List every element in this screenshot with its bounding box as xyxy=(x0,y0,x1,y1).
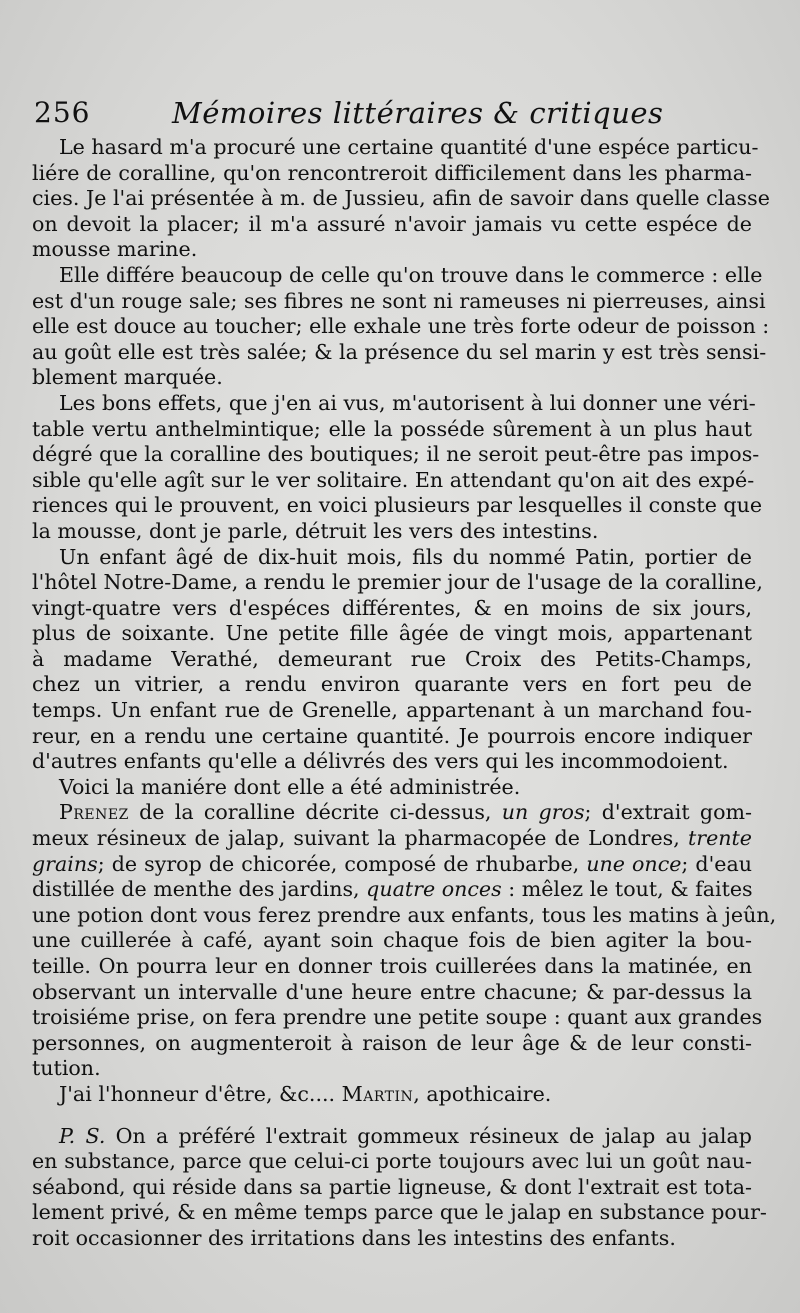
recipe-line: meux résineux de jalap, suivant la pharmacopée de Londres, trente xyxy=(32,826,752,851)
text-line: table vertu anthelmintique; elle la posséde sûrement à un plus haut xyxy=(32,416,752,441)
text-line: chez un vitrier, a rendu environ quarante vers en fort peu de xyxy=(32,672,752,697)
postscript-line: en substance, parce que celui-ci porte toujours avec lui un goût nau- xyxy=(32,1149,752,1174)
author-name: Martin xyxy=(341,1081,414,1106)
postscript-line: P. S. On a préféré l'extrait gommeux résineux de jalap au jalap xyxy=(59,1123,752,1148)
text-line: Le hasard m'a procuré une certaine quantité d'une espéce particu- xyxy=(59,135,759,159)
recipe-keyword: Prenez xyxy=(59,800,129,825)
page-header xyxy=(34,96,764,136)
recipe-line: grains; de syrop de chicorée, composé de rhubarbe, une once; d'eau xyxy=(32,851,752,876)
postscript-line: lement privé, & en même temps parce que le jalap en substance pour- xyxy=(32,1200,767,1225)
text-line: d'autres enfants qu'elle a délivrés des vers qui les incommodoient. xyxy=(32,749,729,774)
text-line: liére de coralline, qu'on rencontreroit difficilement dans les pharma- xyxy=(32,160,752,185)
text-line: une cuillerée à café, ayant soin chaque fois de bien agiter la bou- xyxy=(32,928,752,953)
text-line: la mousse, dont je parle, détruit les vers des intestins. xyxy=(32,518,599,543)
text-line: on devoit la placer; il m'a assuré n'avoir jamais vu cette espéce de xyxy=(32,211,752,236)
text-line: l'hôtel Notre-Dame, a rendu le premier jour de l'usage de la coralline, xyxy=(32,570,763,595)
text-line: personnes, on augmenteroit à raison de leur âge & de leur consti- xyxy=(32,1030,752,1055)
text-line: blement marquée. xyxy=(32,365,223,390)
text-line: reur, en a rendu une certaine quantité. Je pourrois encore indiquer xyxy=(32,723,752,748)
text-line: sible qu'elle agît sur le ver solitaire. En attendant qu'on ait des expé- xyxy=(32,467,755,492)
text-line: Les bons effets, que j'en ai vus, m'autorisent à lui donner une véri- xyxy=(59,390,756,415)
text-line: elle est douce au toucher; elle exhale une très forte odeur de poisson : xyxy=(32,314,770,339)
text-line: Voici la maniére dont elle a été administrée. xyxy=(59,774,521,799)
signature-line: J'ai l'honneur d'être, &c.... Martin, apothicaire. xyxy=(59,1081,552,1106)
recipe-line: distillée de menthe des jardins, quatre onces : mêlez le tout, & faites xyxy=(32,877,753,902)
text-line: riences qui le prouvent, en voici plusieurs par lesquelles il conste que xyxy=(32,493,763,518)
running-title: Mémoires littéraires & critiques xyxy=(172,96,664,130)
text-line: plus de soixante. Une petite fille âgée de vingt mois, appartenant xyxy=(32,621,752,646)
text-line: au goût elle est très salée; & la présence du sel marin y est très sensi- xyxy=(32,339,767,364)
postscript-line: séabond, qui réside dans sa partie ligneuse, & dont l'extrait est tota- xyxy=(32,1174,752,1199)
text-line: troisiéme prise, on fera prendre une petite soupe : quant aux grandes xyxy=(32,1005,763,1030)
text-line: Elle différe beaucoup de celle qu'on trouve dans le commerce : elle xyxy=(59,262,763,287)
postscript-label: P. S. xyxy=(59,1123,106,1148)
text-line: observant un intervalle d'une heure entre chacune; & par-dessus la xyxy=(32,979,752,1004)
recipe-line: Prenez de la coralline décrite ci-dessus, un gros; d'extrait gom- xyxy=(59,800,752,825)
page-number: 256 xyxy=(34,96,91,129)
text-line: est d'un rouge sale; ses fibres ne sont ni rameuses ni pierreuses, ainsi xyxy=(32,288,766,313)
page-body xyxy=(32,135,777,1252)
text-line: cies. Je l'ai présentée à m. de Jussieu, afin de savoir dans quelle classe xyxy=(32,186,770,211)
postscript-line: roit occasionner des irritations dans les intestins des enfants. xyxy=(32,1225,676,1250)
text-line: teille. On pourra leur en donner trois cuillerées dans la matinée, en xyxy=(32,954,752,978)
text-line: tution. xyxy=(32,1056,101,1081)
text-line: temps. Un enfant rue de Grenelle, appartenant à un marchand fou- xyxy=(32,698,752,723)
text-line: mousse marine. xyxy=(32,237,198,262)
text-line: à madame Verathé, demeurant rue Croix des Petits-Champs, xyxy=(32,646,752,671)
text-line: une potion dont vous ferez prendre aux enfants, tous les matins à jeûn, xyxy=(32,902,777,927)
text-line: dégré que la coralline des boutiques; il ne seroit peut-être pas impos- xyxy=(32,442,760,467)
text-line: vingt-quatre vers d'espéces différentes, & en moins de six jours, xyxy=(32,595,752,620)
text-line: Un enfant âgé de dix-huit mois, fils du nommé Patin, portier de xyxy=(59,544,752,569)
spacer xyxy=(32,1108,752,1124)
